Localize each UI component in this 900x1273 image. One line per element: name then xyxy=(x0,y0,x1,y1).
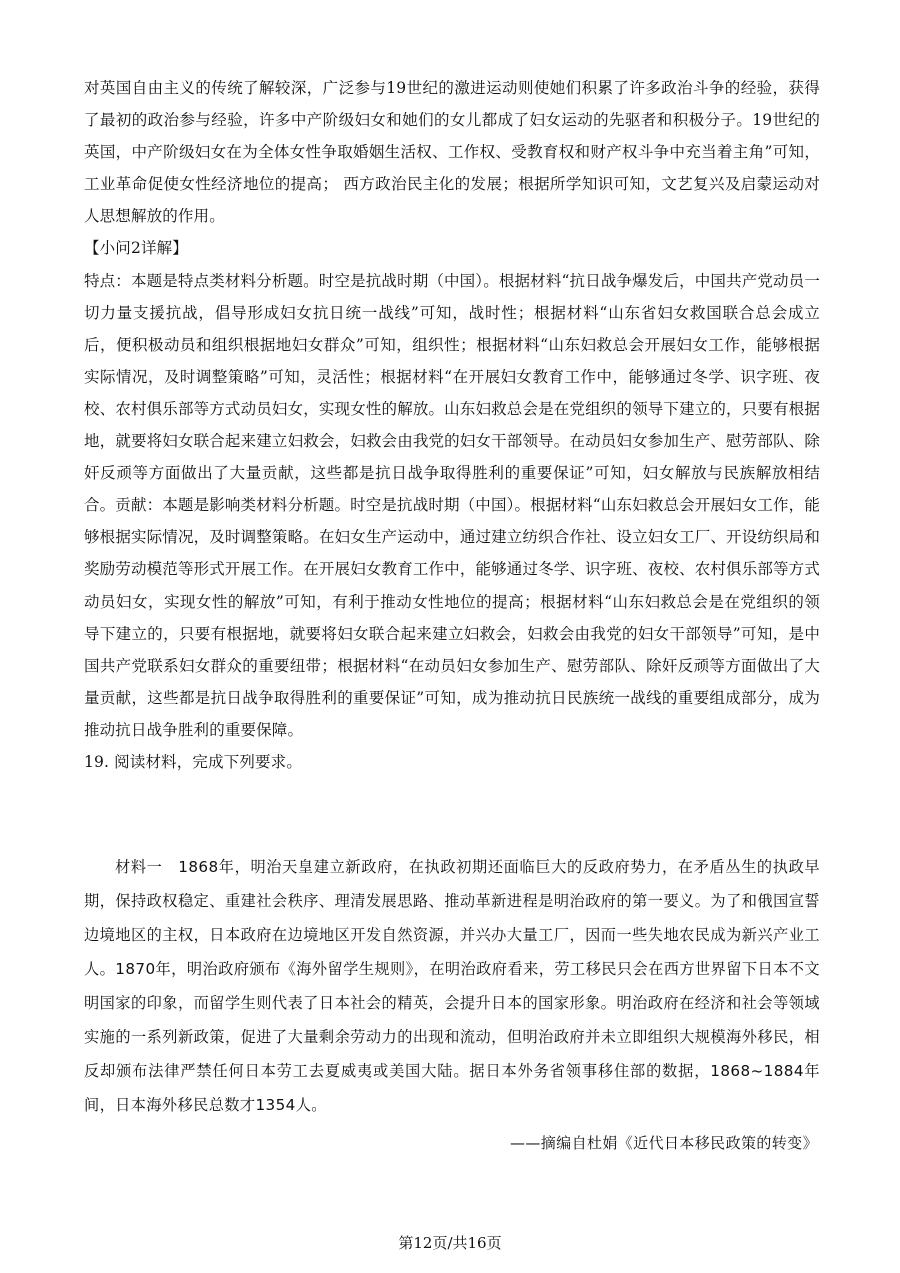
material-source: ——摘编自杜娟《近代日本移民政策的转变》 xyxy=(509,1134,818,1152)
features-contribution-paragraph: 特点：本题是特点类材料分析题。时空是抗战时期（中国）。根据材料“抗日战争爆发后，中国共产党动员一切力量支援抗战，倡导形成妇女抗日统一战线”可知，战时性；根据材料“山东省妇女救国联合总会成立后，便积极动员和组织根据地妇女群众”可知，组织性；根据材料“山东妇救总会开展妇女工作，能够根据实际情况，及时调整策略”可知，灵活性；根据材料“在开展妇女教育工作中，能够通过冬学、识字班、夜校、农村俱乐部等方式动员妇女，实现女性的解放。山东妇救总会是在党组织的领导下建立的，只要有根据地，就要将妇女联合起来建立妇救会，妇救会由我党的妇女干部领导。在动员妇女参加生产、慰劳部队、除奸反顽等方面做出了大量贡献，这些都是抗日战争取得胜利的重要保证”可知，妇女解放与民族解放相结合。贡献：本题是影响类材料分析题。时空是抗战时期（中国）。根据材料“山东妇救总会开展妇女工作，能够根据实际情况，及时调整策略。在妇女生产运动中，通过建立纺织合作社、设立妇女工厂、开设纺织局和奖励劳动模范等形式开展工作。在开展妇女教育工作中，能够通过冬学、识字班、夜校、农村俱乐部等方式动员妇女，实现女性的解放”可知，有利于推动女性地位的提高；根据材料“山东妇救总会是在党组织的领导下建立的，只要有根据地，就要将妇女联合起来建立妇救会，妇救会由我党的妇女干部领导”可知，是中国共产党联系妇女群众的重要纽带；根据材料“在动员妇女参加生产、慰劳部队、除奸反顽等方面做出了大量贡献，这些都是抗日战争取得胜利的重要保证”可知，成为推动抗日民族统一战线的重要组成部分，成为推动抗日战争胜利的重要保障。 xyxy=(84,271,820,739)
previous-answer-paragraph: 对英国自由主义的传统了解较深，广泛参与19世纪的激进运动则使她们积累了许多政治斗争的经验，获得了最初的政治参与经验，许多中产阶级妇女和她们的女儿都成了妇女运动的先驱者和积极分子。19世纪的英国，中产阶级妇女在为全体女性争取婚姻生活权、工作权、受教育权和财产权斗争中充当着主角”可知，工业革命促使女性经济地位的提高； 西方政治民主化的发展；根据所学知识可知，文艺复兴及启蒙运动对人思想解放的作用。 xyxy=(84,79,820,226)
question-19-prompt: 19. 阅读材料，完成下列要求。 xyxy=(84,752,302,771)
material-one-text: 材料一 1868年，明治天皇建立新政府，在执政初期还面临巨大的反政府势力，在矛盾丛生的执政早期，保持政权稳定、重建社会秩序、理清发展思路、推动革新进程是明治政府的第一要义。为了和俄国宣誓边境地区的主权，日本政府在边境地区开发自然资源，并兴办大量工厂，因而一些失地农民成为新兴产业工人。1870年，明治政府颁布《海外留学生规则》，在明治政府看来，劳工移民只会在西方世界留下日本不文明国家的印象，而留学生则代表了日本社会的精英，会提升日本的国家形象。明治政府在经济和社会等领域实施的一系列新政策，促进了大量剩余劳动力的出现和流动，但明治政府并未立即组织大规模海外移民，相反却颁布法律严禁任何日本劳工去夏威夷或美国大陆。据日本外务省领事移住部的数据，1868~1884年间，日本海外移民总数才1354人。 xyxy=(84,858,820,1114)
page-footer: 第12页/共16页 xyxy=(398,1234,502,1252)
section-heading: 【小问2详解】 xyxy=(84,239,188,258)
material-one-block xyxy=(84,850,820,1122)
answer-text xyxy=(84,72,820,778)
